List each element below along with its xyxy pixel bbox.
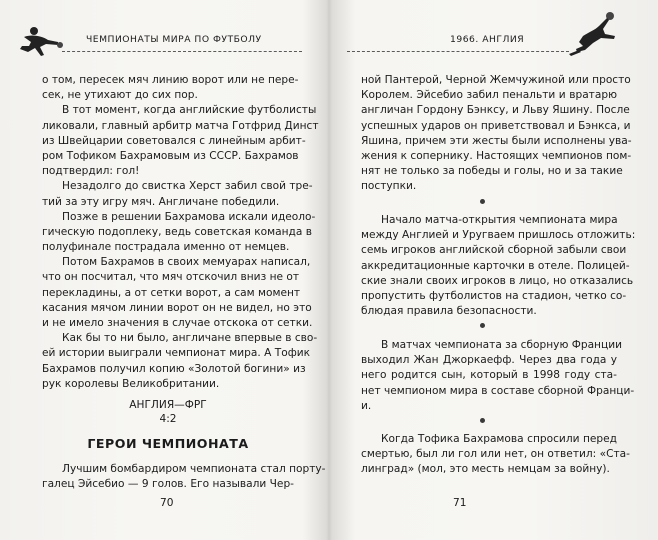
text-line: рук королевы Великобритании. <box>42 377 220 390</box>
text-line: между Англией и Уругваем пришлось отложить: <box>361 229 636 242</box>
text-line: нет чемпионом мира в составе сборной Франци- <box>361 384 635 397</box>
section-bullet <box>480 323 485 328</box>
section-bullet <box>480 199 485 204</box>
right-para-1 <box>361 73 632 195</box>
right-page <box>329 0 658 540</box>
section-bullet <box>480 418 485 423</box>
right-para-3 <box>361 338 635 414</box>
text-line: Как бы то ни было, англичане впервые в сво- <box>62 332 318 345</box>
text-line: касания мячом линии ворот он не видел, но это <box>42 301 312 314</box>
text-line: Королем. Эйсебио забил пенальти и вратарю <box>361 89 617 102</box>
text-line: жения к сопернику. Настоящих чемпионов пом- <box>361 149 632 162</box>
text-line: галец Эйсебио — 9 голов. Его называли Чер- <box>42 478 294 491</box>
running-header: ЧЕМПИОНАТЫ МИРА ПО ФУТБОЛУ <box>86 34 262 45</box>
text-line: пропустить футболистов на стадион, четко со- <box>361 289 627 302</box>
header-rule <box>62 51 302 52</box>
left-body-text <box>42 73 319 392</box>
text-line: ей истории выиграли чемпионат мира. А Тофик <box>42 347 311 360</box>
text-line: тий за эту игру мяч. Англичане победили. <box>42 195 280 208</box>
text-line: смертью, был ли гол или нет, он ответил: «Ста- <box>361 448 630 461</box>
text-line: линград» (мол, это месть немцам за войну). <box>361 463 610 476</box>
text-line: В матчах чемпионата за сборную Франции <box>381 339 622 351</box>
text-line: Незадолго до свистка Херст забил свой тре- <box>62 180 313 193</box>
text-line: поступки. <box>361 180 417 193</box>
text-line: и не имело значения в случае отскока от сетки. <box>42 317 313 329</box>
text-line: перекладины, а от сетки ворот, а сам момент <box>42 286 301 299</box>
text-line: семь игроков английской сборной забыли свои <box>361 244 627 257</box>
text-line: полуфинале пострадала именно от немцев. <box>42 241 290 254</box>
text-line: Лучшим бомбардиром чемпионата стал порту- <box>62 463 326 475</box>
bicycle-kick-footballer-silhouette-icon <box>565 10 621 58</box>
text-line: Потом Бахрамов в своих мемуарах написал, <box>62 256 311 269</box>
match-title: АНГЛИЯ—ФРГ <box>129 399 207 411</box>
text-line: и. <box>361 399 372 412</box>
section-title: ГЕРОИ ЧЕМПИОНАТА <box>87 436 249 451</box>
page-number: 71 <box>453 497 467 509</box>
page-number: 70 <box>160 497 174 509</box>
text-line: успешных ударов он приветствовал и Бэнкса, и <box>361 119 631 132</box>
text-line: блюдая правила безопасности. <box>361 305 537 318</box>
text-line: него родится сын, который в 1998 году ста- <box>361 369 617 382</box>
text-line: Яшина, причем эти жесты были исполнены ува- <box>361 134 632 147</box>
kicking-footballer-silhouette-icon <box>14 22 64 62</box>
text-line: Когда Тофика Бахрамова спросили перед <box>381 433 617 445</box>
text-line: о том, пересек мяч линию ворот или не пере- <box>42 74 299 86</box>
text-line: аккредитационные карточки в отеле. Полицей- <box>361 259 630 272</box>
text-line: нят не только за победы и голы, но и за такие <box>361 165 623 178</box>
text-line: ром Тофиком Бахрамовым из СССР. Бахрамов <box>42 149 299 162</box>
text-line: англичан Гордону Бэнксу, и Льву Яшину. После <box>361 104 630 117</box>
text-line: из Швейцарии советовался с линейным арбит- <box>42 134 306 147</box>
text-line: ликовали, главный арбитр матча Готфрид Динст <box>42 119 319 132</box>
text-line: сек, не утихают до сих пор. <box>42 89 198 102</box>
right-para-2 <box>361 213 636 319</box>
text-line: В тот момент, когда английские футболисты <box>62 104 317 117</box>
text-line: что он посчитал, что мяч отскочил вниз не от <box>42 271 300 284</box>
text-line: подтвердил: гол! <box>42 165 140 178</box>
text-line: Начало матча-открытия чемпионата мира <box>381 214 618 226</box>
match-score: 4:2 <box>159 413 177 425</box>
text-line: гическую подоплеку, ведь советская команда в <box>42 225 312 238</box>
text-line: ские знали своих игроков в лицо, но отказались <box>361 274 634 287</box>
text-line: выходил Жан Джоркаефф. Через два года у <box>361 354 617 367</box>
header-rule <box>347 51 569 52</box>
text-line: Позже в решении Бахрамова искали идеоло- <box>62 210 316 223</box>
section-text <box>42 462 326 492</box>
text-line: Бахрамов получил копию «Золотой богини» из <box>42 362 306 375</box>
right-para-4 <box>361 432 630 478</box>
text-line: ной Пантерой, Черной Жемчужиной или просто <box>361 74 631 86</box>
running-header: 1966. АНГЛИЯ <box>450 34 525 45</box>
